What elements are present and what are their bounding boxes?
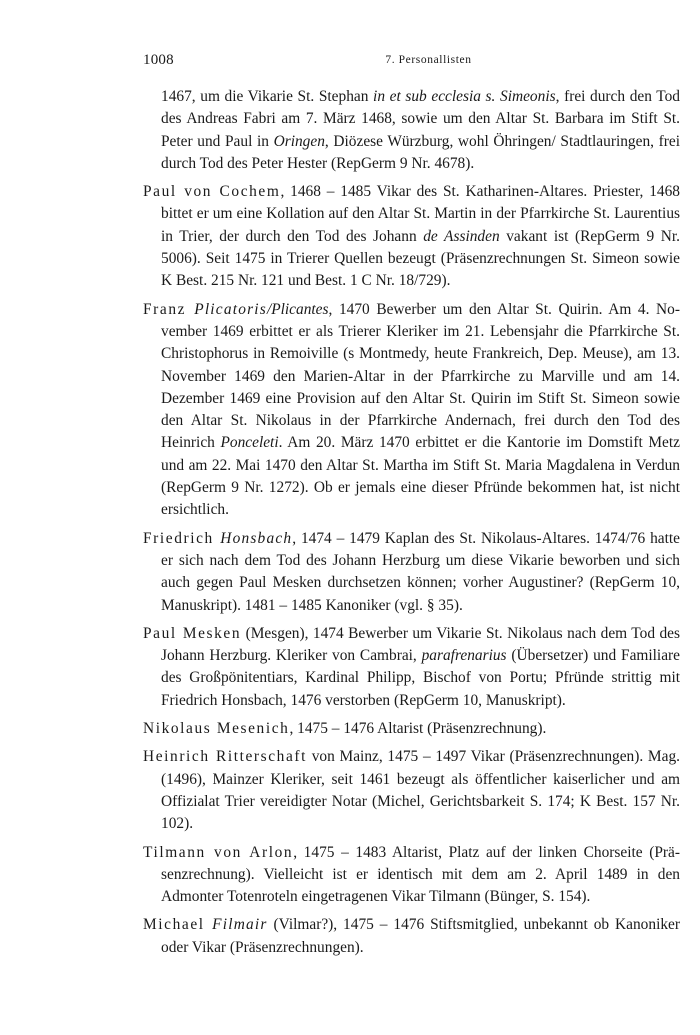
entry-text: , 1474 – 1479 Kaplan des St. Nikolaus-Altares. 1474/76 hatte er sich nach dem Tod des Johann Herzburg um diese Vikarie beworben und sich auch gegen Paul Mesken durchsetzen können; vorher Augustiner? (RepGerm 10, Manuskript). 1481 – 1485 Kanoniker (vgl. § 35). <box>161 529 680 614</box>
entry-text: 1467, um die Vikarie St. Stephan <box>161 88 374 105</box>
entry-text: , 1475 – 1483 Altarist, Platz auf der linken Chorseite (Präsenzrechnung). Vielleicht ist er identisch mit dem am 2. April 1489 in den Admonter Totenroteln eingetragenen Vikar Tilmann (Bünger, S. 154). <box>161 843 680 906</box>
entry-name-italic: Filmair <box>212 916 268 934</box>
entry-name: Franz <box>143 300 195 318</box>
list-entry <box>143 299 680 522</box>
entry-text: . Am 20. März 1470 erbittet er die Kantorie im Domstift Metz und am 22. Mai 1470 den Altar St. Martha im Stift St. Maria Magdalena in Verdun (RepGerm 9 Nr. 1272). Ob er jemals eine dieser Pfründe bekommen hat, ist nicht ersichtlich. <box>161 434 680 519</box>
entry-name-italic: Plicatoris <box>194 300 267 318</box>
entry-text: (Vilmar?), 1475 – 1476 Stiftsmitglied, unbekannt ob Kanoniker oder Vikar (Präsenzrechnungen). <box>161 916 680 956</box>
entry-name: Heinrich Ritterschaft <box>143 748 307 766</box>
running-head <box>143 52 678 72</box>
entry-name-variant: /Plicantes <box>266 300 329 318</box>
page-number: 1008 <box>143 52 174 68</box>
list-entry <box>143 623 680 712</box>
entry-text: (Übersetzer) und Familiare des Großpönitentiars, Kardinal Philipp, Bischof von Portu; Pfründe strittig mit Friedrich Honsbach, 1476 verstorben (RepGerm 10, Manuskript). <box>161 647 680 709</box>
list-entry-continuation <box>143 86 680 175</box>
entry-name: Paul Mesken <box>143 624 242 642</box>
entry-text: , frei durch den Tod des Andreas Fabri am 7. März 1468, sowie um den Altar St. Barbara im Stift St. Peter und Paul in <box>161 88 680 150</box>
entry-name: Michael <box>143 916 213 934</box>
list-entry <box>143 842 680 909</box>
entry-text: , 1475 – 1476 Altarist (Präsenzrechnung). <box>289 720 547 738</box>
entry-italic-term: parafrenarius <box>421 647 507 665</box>
list-entry <box>143 914 680 959</box>
entry-name: Friedrich <box>143 529 221 547</box>
entry-name: Tilmann von Arlon <box>143 843 294 861</box>
section-title: 7. Personallisten <box>385 54 472 66</box>
entry-name: Nikolaus Mesenich <box>143 720 290 738</box>
entry-italic-term: Ponceleti <box>220 434 279 452</box>
entry-text: vakant ist (RepGerm 9 Nr. 5006). Seit 1475 in Trierer Quellen bezeugt (Präsenzrechnungen St. Simeon sowie K Best. 215 Nr. 121 und Best. 1 C Nr. 18/729). <box>161 227 680 290</box>
list-entry <box>143 181 680 292</box>
list-entry <box>143 528 680 617</box>
entry-name: Paul von Cochem <box>143 183 281 201</box>
list-entry <box>143 718 680 740</box>
entry-text: , Diözese Würzburg, wohl Öhringen/ Stadtlauringen, frei durch Tod des Peter Hester (RepGerm 9 Nr. 4678). <box>161 132 680 172</box>
personnel-list <box>143 86 680 965</box>
entry-name-italic: Honsbach <box>220 529 293 547</box>
list-entry <box>143 746 680 835</box>
entry-text: von Mainz, 1475 – 1497 Vikar (Präsenzrechnungen). Mag. (1496), Mainzer Kleriker, seit 1461 bezeugt als öffentlicher kaiserlicher und am Offizialat Trier vereidigter Notar (Michel, Gerichtsbarkeit S. 174; K Best. 157 Nr. 102). <box>161 748 680 833</box>
entry-text: (Mesgen), 1474 Bewerber um Vikarie St. Nikolaus nach dem Tod des Johann Herzburg. Kleriker von Cambrai, <box>161 624 680 665</box>
entry-italic-term: in et sub ecclesia s. Simeonis <box>373 88 556 105</box>
entry-italic-term: Oringen <box>273 132 325 150</box>
entry-text: , 1468 – 1485 Vikar des St. Katharinen-Altares. Priester, 1468 bittet er um eine Kollation auf den Altar St. Martin in der Pfarrkirche St. Laurentius in Trier, der durch den Tod des Johann <box>161 183 680 245</box>
entry-text: , 1470 Bewerber um den Altar St. Quirin. Am 4. November 1469 erbittet er als Trierer Kleriker im 21. Lebensjahr die Pfarrkirche St. Christophorus in Remoiville (s Montmedy, heute Frankreich, Dep. Meuse), am 13. November 1469 den Marien-Altar in der Pfarrkirche zu Marville und am 14. Dezember 1469 eine Provision auf den Altar St. Quirin im Stift St. Simeon sowie den Altar St. Nikolaus in der Pfarrkirche Andernach, frei durch den Tod des Heinrich <box>161 300 680 452</box>
entry-italic-term: de Assinden <box>423 227 500 245</box>
